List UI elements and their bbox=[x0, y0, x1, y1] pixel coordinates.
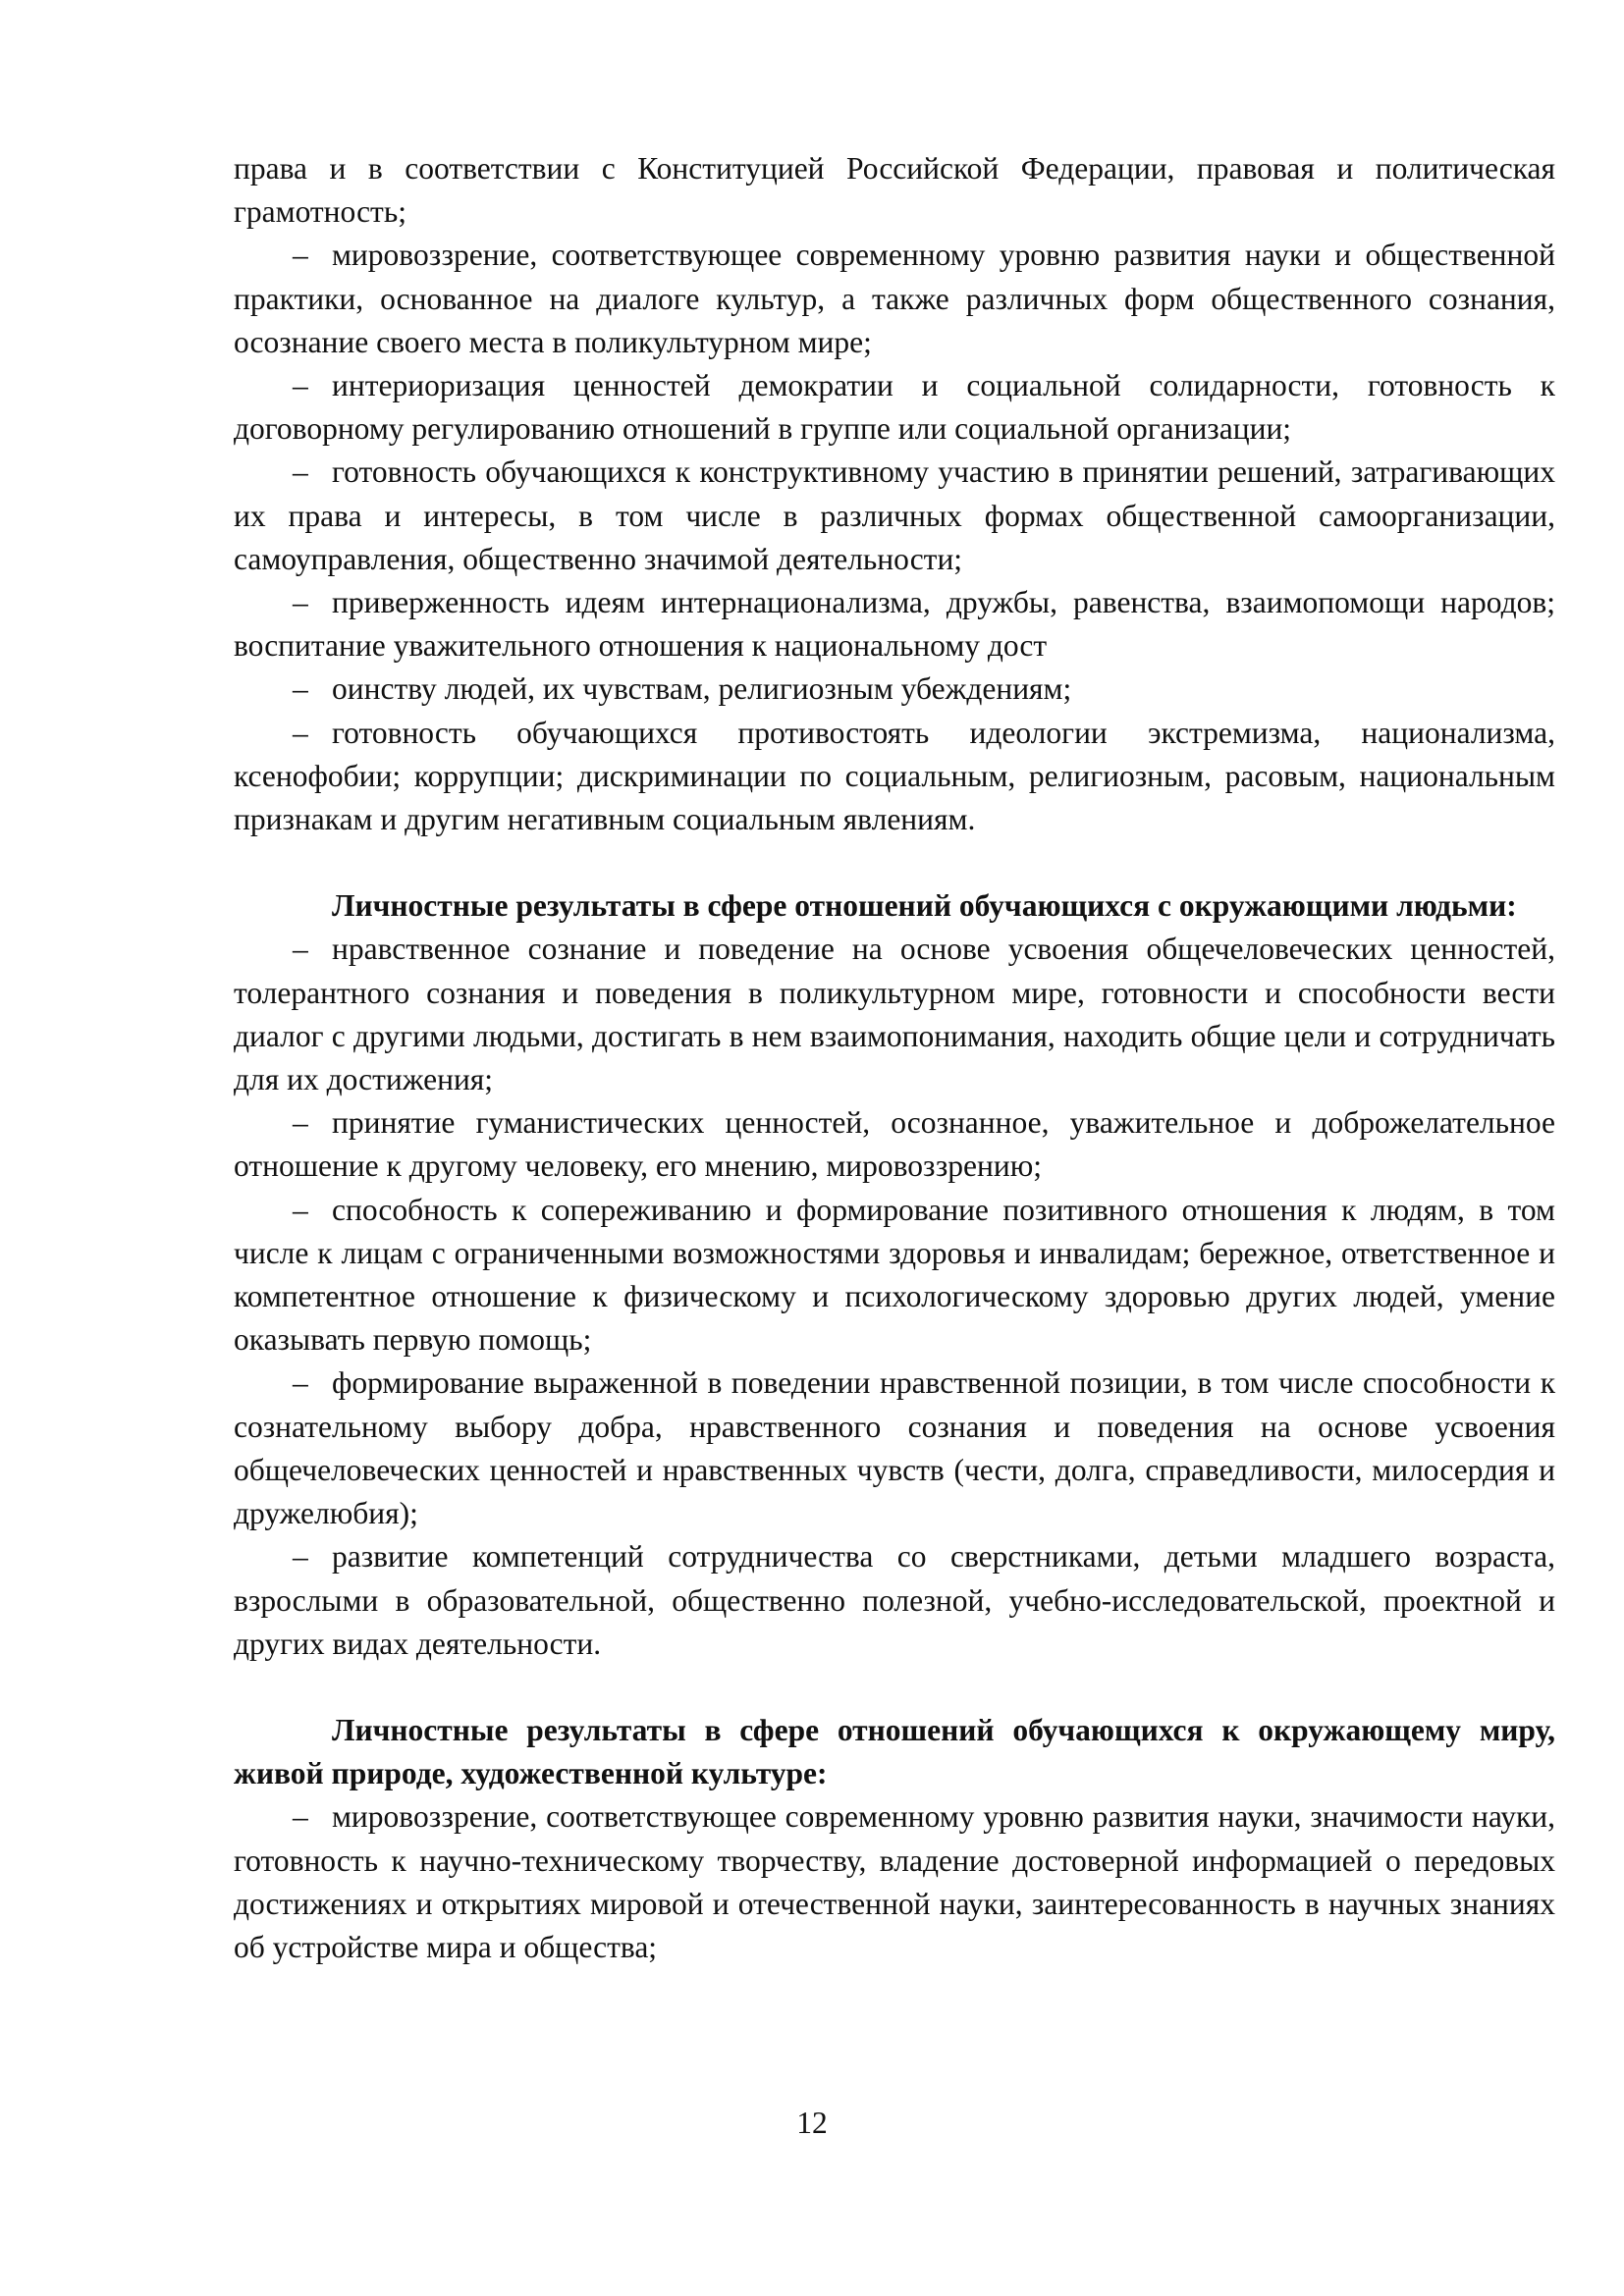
list-item-text: способность к сопереживанию и формирование позитивного отношения к людям, в том числе к лицам с ограниченными возможностями здоровья и инвалидам; бережное, ответственное и компетентное отношение к физическому и психологическому здоровью других людей, умение оказывать первую помощь; bbox=[234, 1192, 1555, 1358]
list-item bbox=[234, 928, 1555, 1101]
list-item-text: нравственное сознание и поведение на основе усвоения общечеловеческих ценностей, толерантного сознания и поведения в поликультурном мире, готовности и способности вести диалог с другими людьми, достигать в нем взаимопонимания, находить общие цели и сотрудничать для их достижения; bbox=[234, 932, 1555, 1097]
list-item bbox=[234, 712, 1555, 842]
list-item-text: принятие гуманистических ценностей, осознанное, уважительное и доброжелательное отношение к другому человеку, его мнению, мировоззрению; bbox=[234, 1105, 1555, 1184]
dash-marker: – bbox=[293, 1192, 308, 1227]
list-item-text: приверженность идеям интернационализма, дружбы, равенства, взаимопомощи народов; воспитание уважительного отношения к национальному дост bbox=[234, 585, 1555, 664]
dash-marker: – bbox=[293, 671, 308, 707]
page-number: 12 bbox=[796, 2106, 828, 2140]
list-item-text: оинству людей, их чувствам, религиозным убеждениям; bbox=[332, 671, 1072, 707]
list-item-text: развитие компетенций сотрудничества со сверстниками, детьми младшего возраста, взрослыми в образовательной, общественно полезной, учебно-исследовательской, проектной и других видах деятельности. bbox=[234, 1539, 1555, 1661]
dash-marker: – bbox=[293, 1799, 308, 1835]
list-item bbox=[234, 1535, 1555, 1666]
list-item-text: готовность обучающихся противостоять идеологии экстремизма, национализма, ксенофобии; коррупции; дискриминации по социальным, религиозным, расовым, национальным признакам и другим негативным социальным явлениям. bbox=[234, 715, 1555, 837]
section-heading: Личностные результаты в сфере отношений обучающихся к окружающему миру, живой природе, художественной культуре: bbox=[234, 1712, 1555, 1791]
dash-marker: – bbox=[293, 454, 308, 490]
list-item bbox=[234, 581, 1555, 667]
list-item-text: интериоризация ценностей демократии и социальной солидарности, готовность к договорному регулированию отношений в группе или социальной организации; bbox=[234, 368, 1555, 447]
list-item bbox=[234, 234, 1555, 364]
list-item bbox=[234, 667, 1555, 711]
list-item bbox=[234, 451, 1555, 581]
section-heading: Личностные результаты в сфере отношений обучающихся с окружающими людьми: bbox=[332, 888, 1517, 924]
dash-marker: – bbox=[293, 1105, 308, 1141]
dash-marker: – bbox=[293, 238, 308, 273]
document-body bbox=[234, 147, 1555, 1969]
dash-marker: – bbox=[293, 932, 308, 967]
list-item-text: формирование выраженной в поведении нравственной позиции, в том числе способности к сознательному выбору добра, нравственного сознания и поведения на основе усвоения общечеловеческих ценностей и нравственных чувств (чести, долга, справедливости, милосердия и дружелюбия); bbox=[234, 1365, 1555, 1531]
dash-marker: – bbox=[293, 715, 308, 750]
list-item-text: мировоззрение, соответствующее современному уровню развития науки и общественной практики, основанное на диалоге культур, а также различных форм общественного сознания, осознание своего места в поликультурном мире; bbox=[234, 238, 1555, 359]
list-item bbox=[234, 1101, 1555, 1188]
list-item-text: мировоззрение, соответствующее современному уровню развития науки, значимости науки, готовность к научно-техническому творчеству, владение достоверной информацией о передовых достижениях и открытиях мировой и отечественной науки, заинтересованность в научных знаниях об устройстве мира и общества; bbox=[234, 1799, 1555, 1964]
list-item bbox=[234, 1795, 1555, 1969]
dash-marker: – bbox=[293, 585, 308, 620]
dash-marker: – bbox=[293, 1539, 308, 1575]
paragraph-continuation: права и в соответствии с Конституцией Российской Федерации, правовая и политическая грамотность; bbox=[234, 151, 1555, 230]
list-item bbox=[234, 364, 1555, 451]
list-item bbox=[234, 1189, 1555, 1362]
list-item bbox=[234, 1362, 1555, 1535]
dash-marker: – bbox=[293, 368, 308, 403]
list-item-text: готовность обучающихся к конструктивному участию в принятии решений, затрагивающих их права и интересы, в том числе в различных формах общественной самоорганизации, самоуправления, общественно значимой деятельности; bbox=[234, 454, 1555, 576]
dash-marker: – bbox=[293, 1365, 308, 1401]
